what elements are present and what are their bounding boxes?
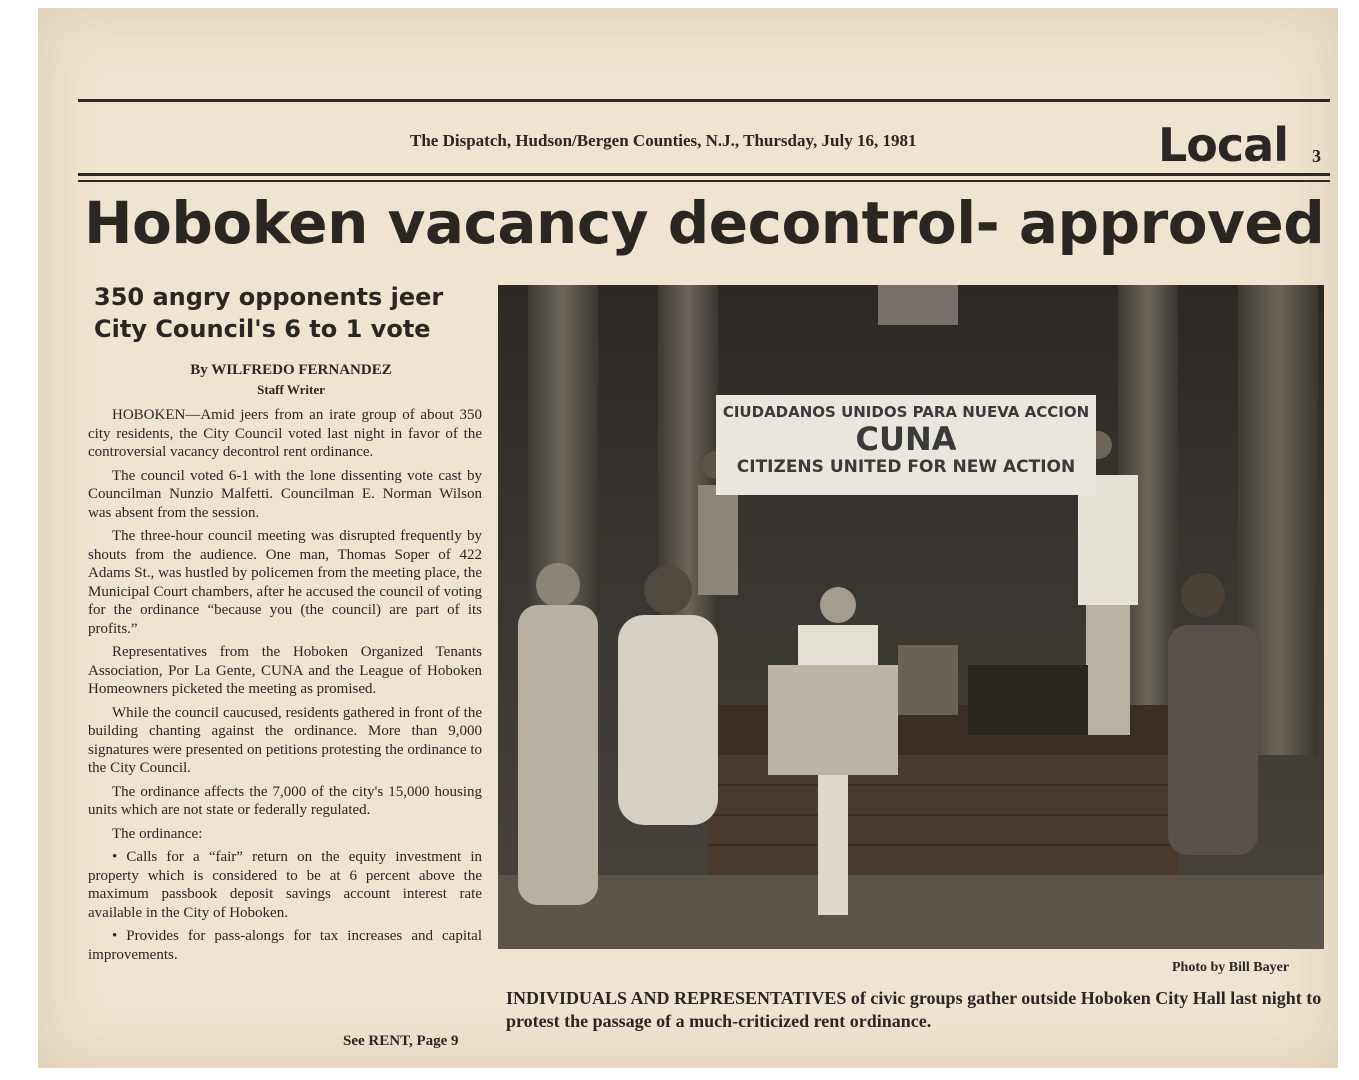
paragraph: • Provides for pass-alongs for tax increases and capital improvements. <box>88 928 482 963</box>
paragraph: HOBOKEN—Amid jeers from an irate group of about 350 city residents, the City Council voted last night in favor of the controversial vacancy decontrol rent ordinance. <box>88 407 482 460</box>
header-rule-upper <box>78 173 1330 176</box>
byline-author: By WILFREDO FERNANDEZ <box>190 362 392 378</box>
byline <box>92 360 490 400</box>
photo-caption: INDIVIDUALS AND REPRESENTATIVES of civic groups gather outside Hoboken City Hall last night to protest the passage of a much-criticized rent ordinance. <box>506 988 1322 1031</box>
banner-line-spanish: CIUDADANOS UNIDOS PARA NUEVA ACCION <box>722 403 1090 421</box>
subheadline: 350 angry opponents jeer City Council's 6 to 1 vote <box>94 283 444 343</box>
paragraph: The council voted 6-1 with the lone dissenting vote cast by Councilman Nunzio Malfetti. Councilman E. Norman Wilson was absent from the session. <box>88 467 482 521</box>
banner-line-acronym: CUNA <box>855 420 957 458</box>
photo-scene <box>498 285 1324 949</box>
news-photo <box>498 285 1324 949</box>
paragraph: The ordinance affects the 7,000 of the city's 15,000 housing units which are not state or federally regulated. <box>88 783 482 818</box>
paragraph: The ordinance: <box>112 825 203 842</box>
protest-banner <box>716 395 1096 495</box>
photo-credit: Photo by Bill Bayer <box>1172 960 1290 975</box>
page-number: 3 <box>1312 146 1321 166</box>
paragraph: • Calls for a “fair” return on the equity investment in property which is considered to be at 6 percent above the maximum passbook deposit savings account interest rate available in the City of Hoboken. <box>88 849 482 921</box>
paragraph: Representatives from the Hoboken Organized Tenants Association, Por La Gente, CUNA and the League of Hoboken Homeowners picketed the meeting as promised. <box>88 644 482 697</box>
headline: Hoboken vacancy decontrol- approved <box>84 189 1325 257</box>
section-label: Local <box>1158 118 1288 172</box>
banner-line-english: CITIZENS UNITED FOR NEW ACTION <box>736 457 1076 477</box>
article-body <box>88 406 482 969</box>
paragraph: While the council caucused, residents gathered in front of the building chanting against the ordinance. More than 9,000 signatures were presented on petitions protesting the ordinance to the City Council. <box>88 704 482 776</box>
paragraph: The three-hour council meeting was disrupted frequently by shouts from the audience. One man, Thomas Soper of 422 Adams St., was hustled by policemen from the meeting place, the Municipal Court chambers, after he accused the council of voting for the ordinance “because you (the council) are part of its profits.” <box>88 528 482 637</box>
header-rule-lower <box>78 180 1330 182</box>
jump-line: See RENT, Page 9 <box>343 1033 459 1049</box>
masthead: The Dispatch, Hudson/Bergen Counties, N.J., Thursday, July 16, 1981 <box>410 131 917 150</box>
top-rule <box>78 99 1330 102</box>
byline-role: Staff Writer <box>257 382 325 397</box>
